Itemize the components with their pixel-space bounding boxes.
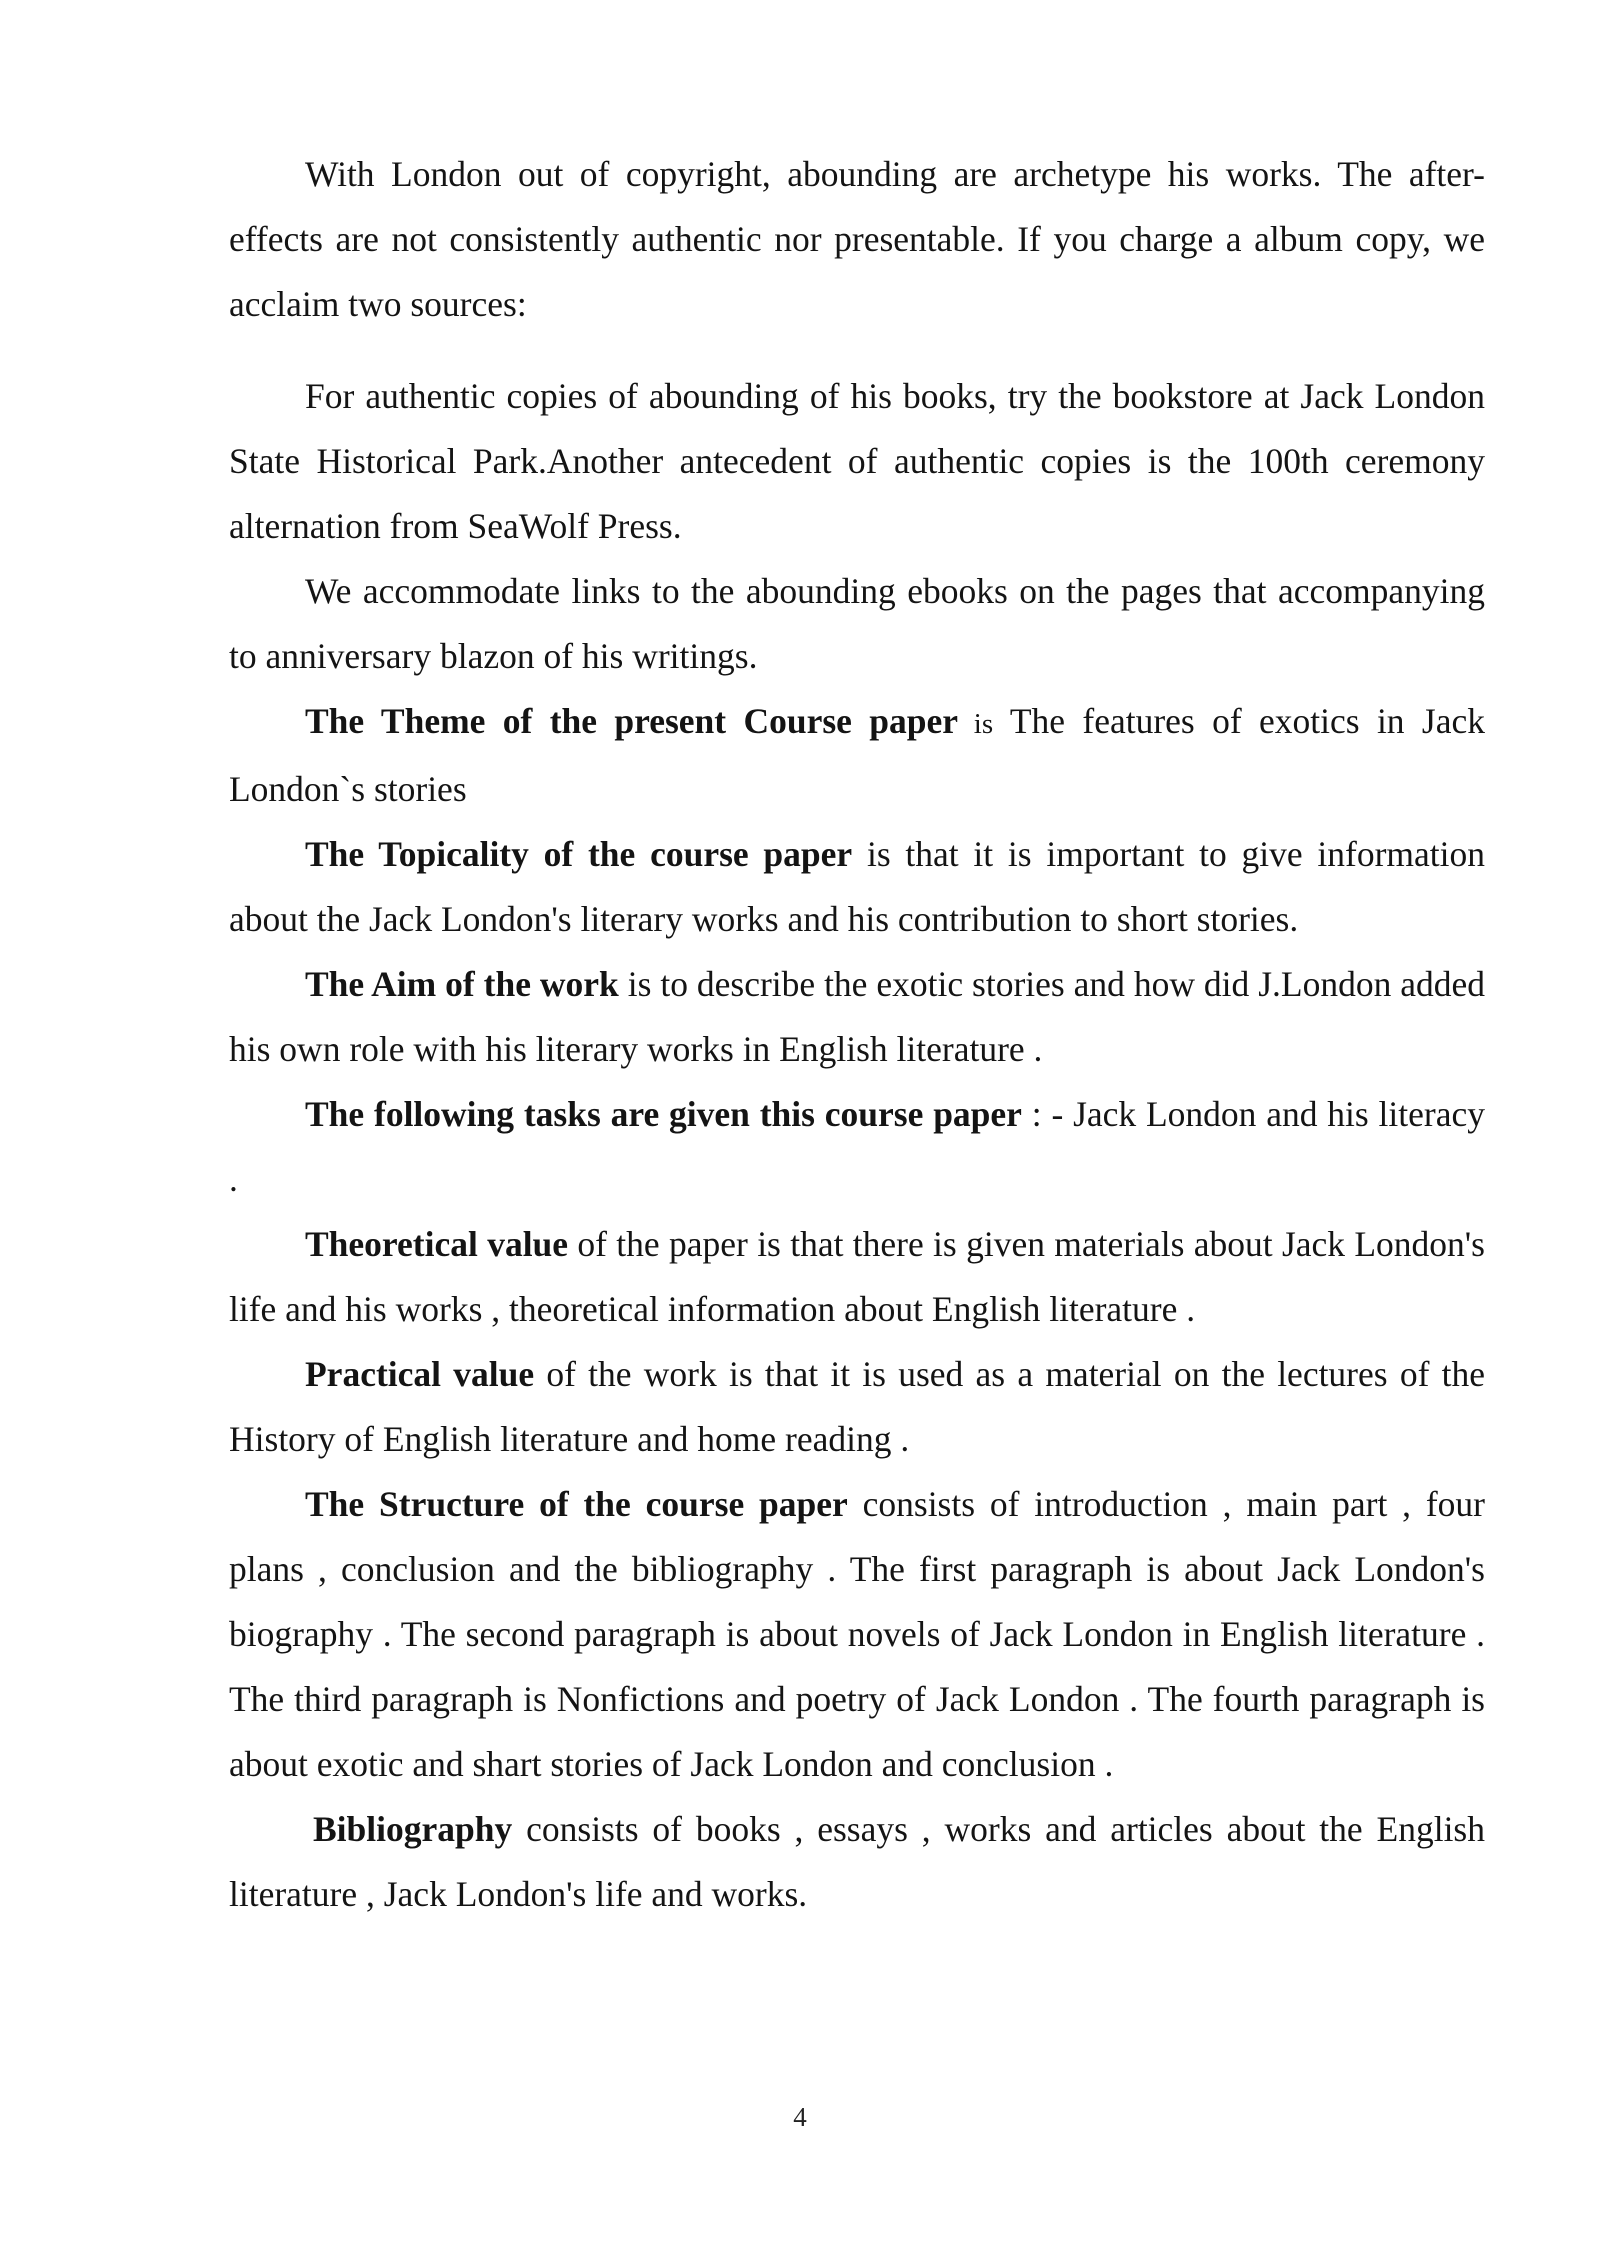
paragraph-theme — [229, 689, 1485, 822]
page-body — [229, 142, 1485, 1927]
paragraph-structure — [229, 1472, 1485, 1797]
practical-text: of the work is that it is used as a material on the lectures of the History of English literature and home reading . — [229, 1354, 1485, 1459]
tasks-text: : - Jack London and his literacy . — [229, 1094, 1485, 1199]
paragraph-bibliography — [229, 1797, 1485, 1927]
paragraph-authentic-copies: For authentic copies of abounding of his books, try the bookstore at Jack London State Historical Park.Another antecedent of authentic copies is the 100th ceremony alternation from SeaWolf Press. — [229, 376, 1485, 546]
paragraph-copyright: With London out of copyright, abounding are archetype his works. The after-effects are not consistently authentic nor presentable. If you charge a album copy, we acclaim two sources: — [229, 154, 1485, 324]
paragraph-tasks — [229, 1082, 1485, 1212]
aim-text: is to describe the exotic stories and how did J.London added his own role with his literary works in English literature . — [229, 964, 1486, 1069]
aim-heading: The Aim of the work — [305, 964, 619, 1004]
theme-is-word: is — [958, 708, 994, 740]
theme-text: The features of exotics in Jack London`s stories — [229, 701, 1485, 809]
theme-heading: The Theme of the present Course paper — [305, 701, 959, 741]
paragraph-ebook-links: We accommodate links to the abounding ebooks on the pages that accompanying to anniversary blazon of his writings. — [229, 571, 1485, 676]
paragraph-topicality — [229, 822, 1485, 952]
topicality-text: is that it is important to give information about the Jack London's literary works and his contribution to short stories. — [229, 834, 1486, 939]
theoretical-heading: Theoretical value — [305, 1224, 569, 1264]
page-number: 4 — [793, 2102, 807, 2132]
structure-heading: The Structure of the course paper — [305, 1484, 848, 1524]
paragraph-aim — [229, 952, 1485, 1082]
topicality-heading: The Topicality of the course paper — [305, 834, 853, 874]
structure-text: consists of introduction , main part , four plans , conclusion and the bibliography . The first paragraph is about Jack London's biography . The second paragraph is about novels of Jack London in English literature . The third paragraph is Nonfictions and poetry of Jack London . The fourth paragraph is about exotic and shart stories of Jack London and conclusion . — [229, 1484, 1485, 1784]
paragraph-practical-value — [229, 1342, 1485, 1472]
theoretical-text: of the paper is that there is given materials about Jack London's life and his works , theoretical information about English literature . — [229, 1224, 1486, 1329]
paragraph-theoretical-value — [229, 1212, 1485, 1342]
tasks-heading: The following tasks are given this course paper — [305, 1094, 1022, 1134]
bibliography-heading: Bibliography — [313, 1809, 513, 1849]
practical-heading: Practical value — [305, 1354, 535, 1394]
bibliography-text: consists of books , essays , works and articles about the English literature , Jack London's life and works. — [229, 1809, 1485, 1914]
